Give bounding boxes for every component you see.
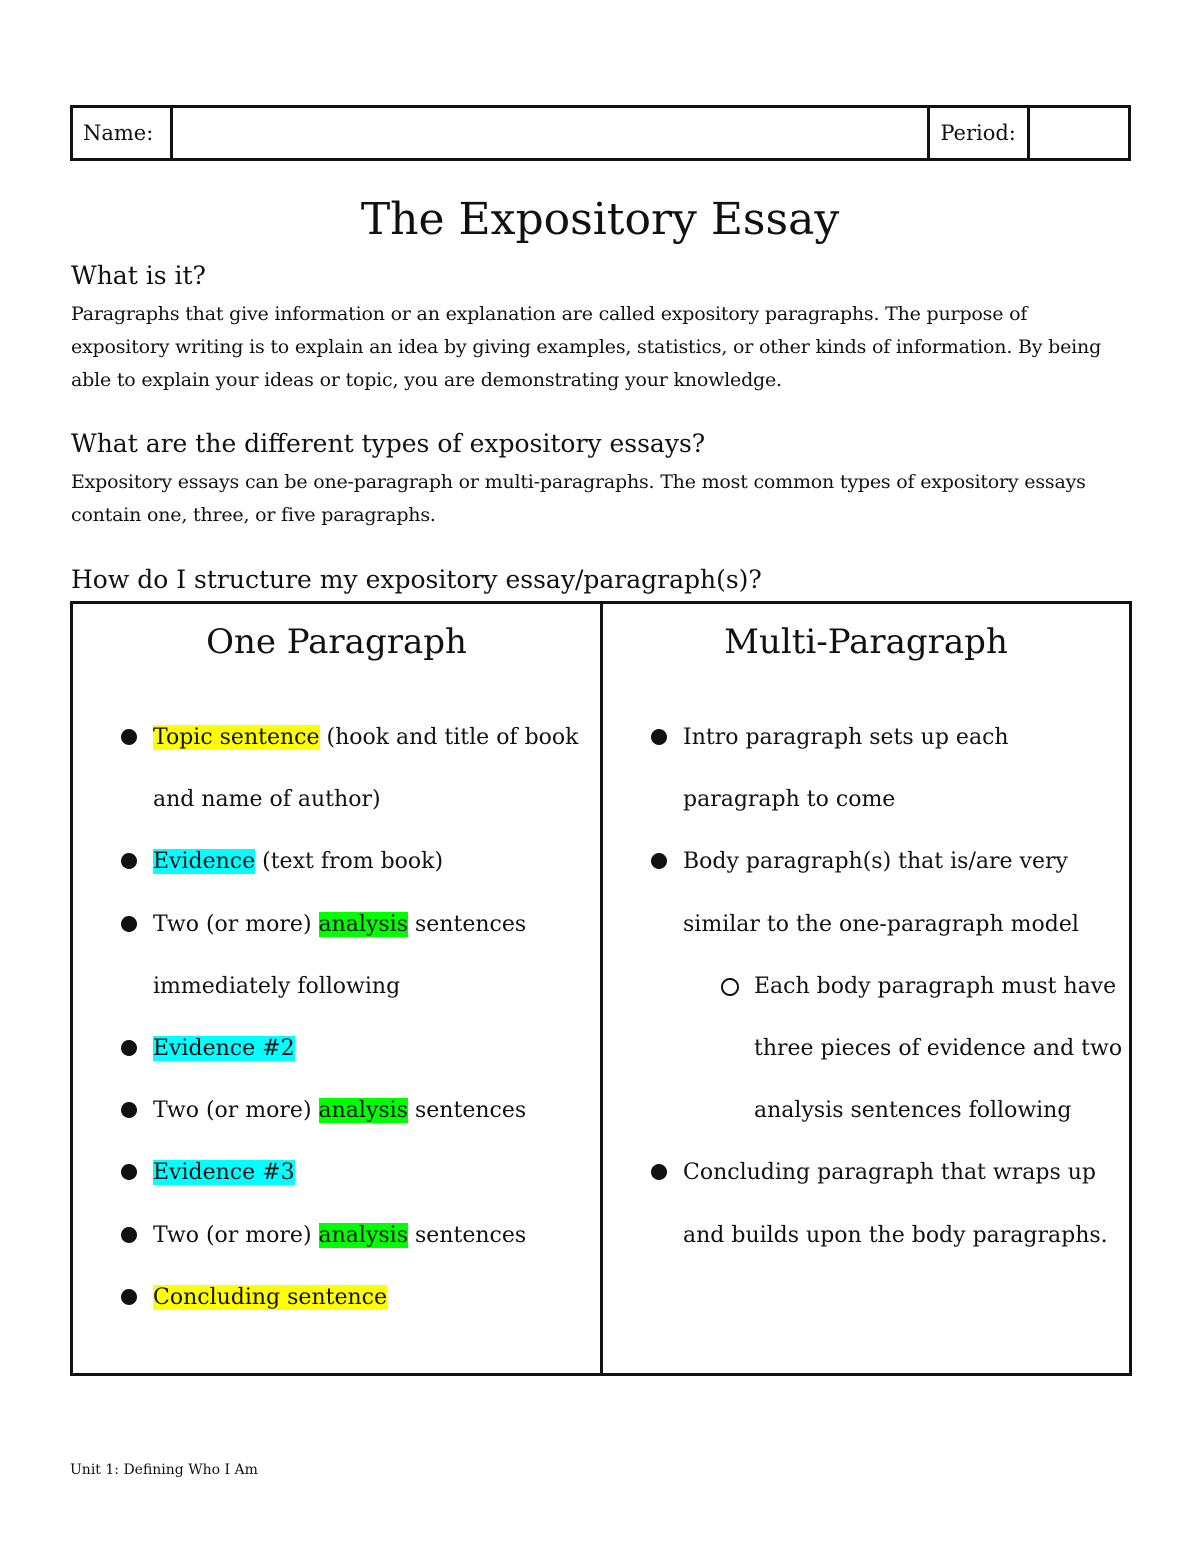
bullet-icon — [121, 1289, 137, 1305]
item-text: (text from book) — [255, 849, 444, 875]
list-item — [603, 707, 1125, 831]
bullet-icon — [121, 1164, 137, 1180]
name-period-table — [70, 105, 1131, 161]
page-title: The Expository Essay — [360, 194, 840, 245]
list-item — [73, 1142, 598, 1204]
highlight-concluding-sentence: Concluding sentence — [153, 1284, 387, 1310]
multi-paragraph-list — [603, 707, 1125, 1267]
highlight-analysis: analysis — [318, 1222, 408, 1248]
highlight-topic-sentence: Topic sentence — [153, 725, 320, 750]
bullet-icon — [651, 853, 667, 869]
list-item — [73, 1018, 598, 1080]
item-text: Two (or more) — [153, 911, 319, 937]
name-field[interactable] — [171, 107, 928, 160]
highlight-analysis: analysis — [318, 1098, 408, 1124]
item-text: Intro paragraph sets up each paragraph to come — [683, 725, 1009, 813]
list-item — [73, 831, 598, 893]
structure-table — [70, 601, 1132, 1376]
item-text: Body paragraph(s) that is/are very similar to the one-paragraph model — [683, 849, 1079, 937]
list-item — [603, 831, 1125, 955]
period-field[interactable] — [1029, 107, 1130, 160]
bullet-icon — [121, 1040, 137, 1056]
bullet-icon — [121, 916, 137, 932]
list-item — [73, 1205, 598, 1267]
bullet-icon — [121, 1102, 137, 1118]
sub-list-item — [603, 956, 1125, 1143]
item-text: Concluding paragraph that wraps up and builds upon the body paragraphs. — [683, 1160, 1108, 1248]
one-paragraph-list — [73, 707, 598, 1329]
section-heading-what-is-it: What is it? — [71, 261, 206, 290]
item-text: Two (or more) — [153, 1222, 319, 1248]
bullet-icon — [121, 729, 137, 745]
one-paragraph-column — [73, 604, 603, 1373]
name-label: Name: — [72, 107, 172, 160]
section-body-what-is-it: Paragraphs that give information or an explanation are called expository paragraphs. The purpose of expository writing is to explain an idea by giving examples, statistics, or other kinds of information. By being able to explain your ideas or topic, you are demonstrating your knowledge. — [71, 303, 1102, 391]
page-footer: Unit 1: Defining Who I Am — [70, 1462, 258, 1478]
list-item — [73, 707, 598, 831]
multi-paragraph-column — [603, 604, 1129, 1373]
list-item — [603, 1142, 1125, 1266]
highlight-analysis: analysis — [318, 911, 408, 937]
bullet-icon — [651, 729, 667, 745]
item-text: Two (or more) — [153, 1098, 319, 1124]
highlight-evidence-3: Evidence #3 — [153, 1160, 295, 1186]
item-text: (hook and title of book and name of author) — [153, 725, 579, 813]
highlight-evidence: Evidence — [153, 849, 256, 875]
list-item — [73, 1267, 598, 1329]
section-body-types: Expository essays can be one-paragraph or multi-paragraphs. The most common types of expository essays contain one, three, or five paragraphs. — [71, 471, 1086, 526]
section-heading-types: What are the different types of expository essays? — [71, 429, 706, 458]
item-text: sentences immediately following — [153, 911, 527, 999]
item-text: sentences — [408, 1098, 527, 1124]
highlight-evidence-2: Evidence #2 — [153, 1036, 295, 1062]
bullet-icon — [121, 1227, 137, 1243]
period-label: Period: — [929, 107, 1029, 160]
bullet-icon — [651, 1164, 667, 1180]
bullet-icon — [121, 853, 137, 869]
list-item — [73, 1080, 598, 1142]
item-text: sentences — [408, 1222, 527, 1248]
one-paragraph-title: One Paragraph — [206, 622, 467, 662]
item-text: Each body paragraph must have three pieces of evidence and two analysis sentences following — [754, 973, 1123, 1124]
section-heading-structure: How do I structure my expository essay/paragraph(s)? — [71, 565, 762, 594]
list-item — [73, 894, 598, 1018]
multi-paragraph-title: Multi-Paragraph — [724, 622, 1008, 662]
hollow-bullet-icon — [721, 978, 739, 996]
